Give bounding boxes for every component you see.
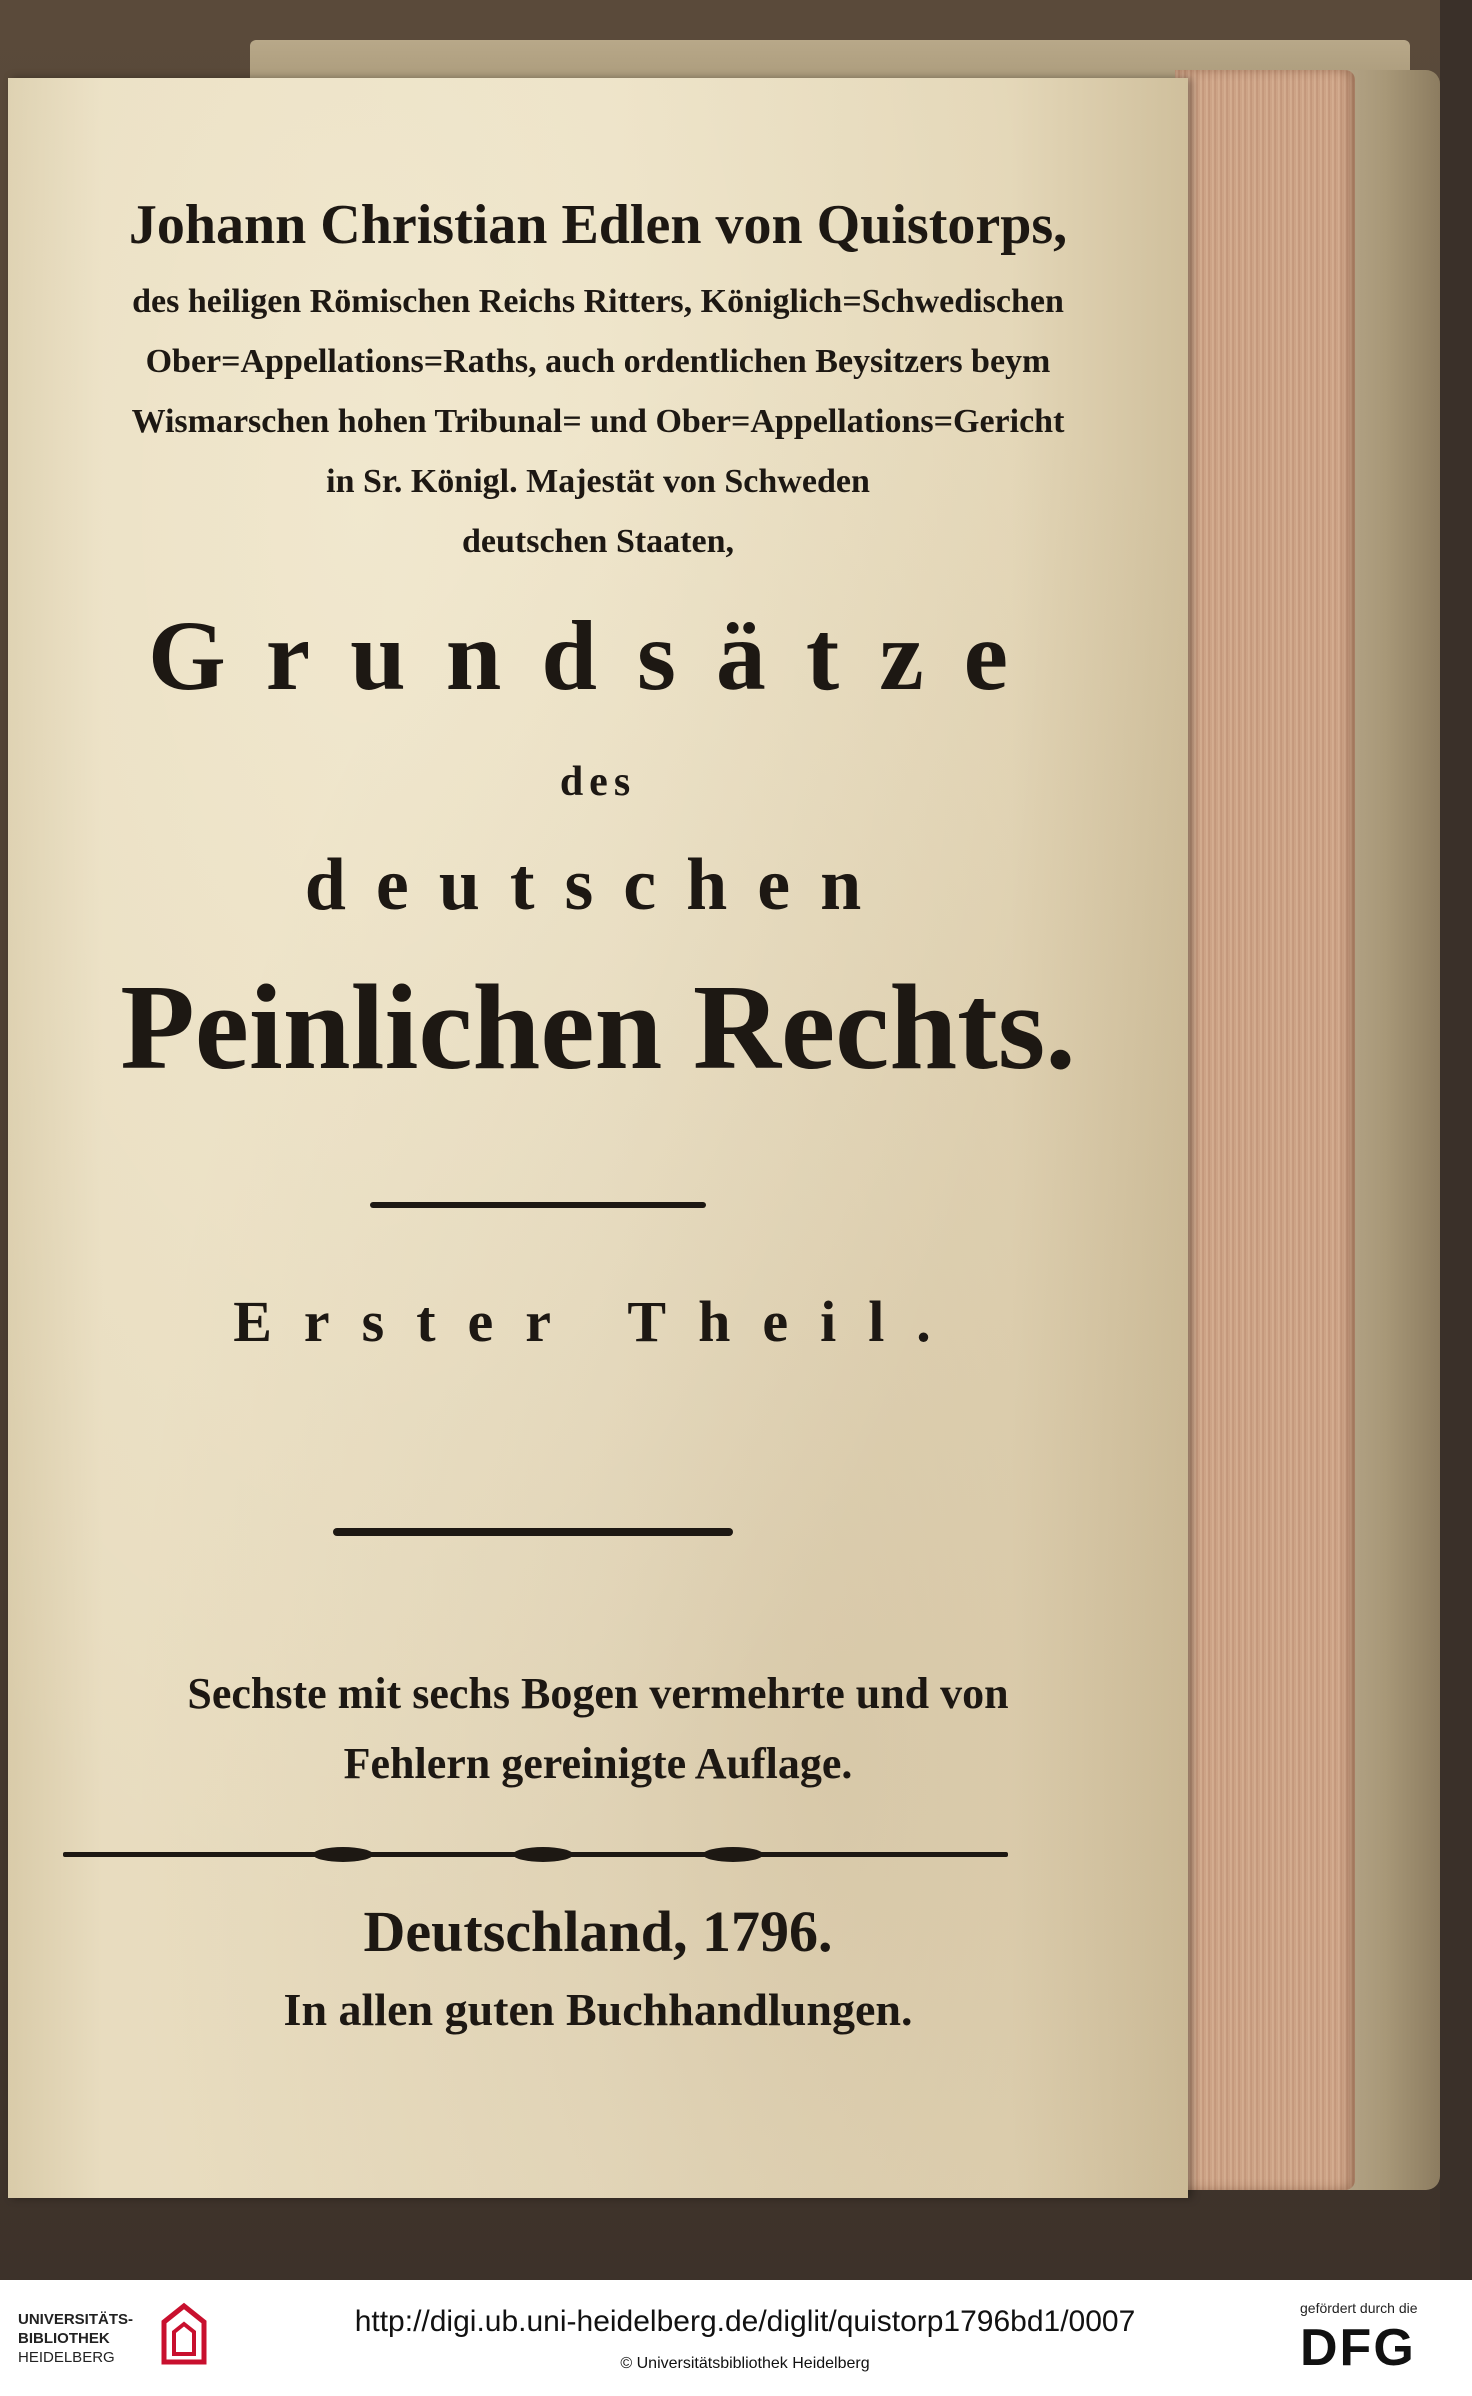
description-line: in Sr. Königl. Majestät von Schweden	[326, 463, 870, 500]
divider-rule	[370, 1202, 706, 1208]
library-logo-text	[18, 2310, 158, 2367]
library-name-line: HEIDELBERG	[18, 2349, 115, 2366]
author-line: Johann Christian Edlen von Quistorps,	[128, 194, 1068, 256]
ornamental-rule	[63, 1852, 1008, 1857]
edition-line: Fehlern gereinigte Auflage.	[343, 1739, 853, 1788]
funding-label: gefördert durch die	[1300, 2300, 1418, 2316]
permalink-url[interactable]: http://digi.ub.uni-heidelberg.de/diglit/quistorp1796bd1/0007	[354, 2305, 1136, 2338]
library-logo-icon	[160, 2302, 208, 2366]
description-line: des heiligen Römischen Reichs Ritters, Königlich=Schwedischen	[132, 283, 1064, 320]
title-line-deutschen: deutschen	[304, 844, 892, 926]
title-line-grundsaetze: Grundsätze	[148, 600, 1048, 711]
title-line-des: des	[559, 759, 637, 805]
imprint-place-year: Deutschland, 1796.	[363, 1899, 833, 1964]
description-line: Wismarschen hohen Tribunal= und Ober=Appellations=Gericht	[131, 403, 1065, 440]
copyright-notice: © Universitätsbibliothek Heidelberg	[620, 2355, 870, 2372]
description-line: Ober=Appellations=Raths, auch ordentlichen Beysitzers beym	[145, 343, 1051, 380]
part-heading: Erster Theil.	[233, 1289, 963, 1354]
rule-ornament	[703, 1847, 763, 1862]
rule-ornament	[513, 1847, 573, 1862]
edition-line: Sechste mit sechs Bogen vermehrte und von	[187, 1669, 1009, 1718]
page-fore-edge	[1175, 70, 1355, 2190]
rule-ornament	[313, 1847, 373, 1862]
title-line-peinlichen-rechts: Peinlichen Rechts.	[120, 960, 1076, 1095]
dfg-logo: DFG	[1300, 2319, 1416, 2377]
description-line: deutschen Staaten,	[461, 523, 735, 560]
imprint-publisher: In allen guten Buchhandlungen.	[283, 1984, 913, 2035]
title-page	[8, 78, 1188, 2198]
divider-rule	[333, 1528, 733, 1536]
library-name-line: UNIVERSITÄTS-	[18, 2311, 134, 2328]
library-name-line: BIBLIOTHEK	[18, 2330, 110, 2347]
viewer-footer	[0, 2280, 1472, 2396]
